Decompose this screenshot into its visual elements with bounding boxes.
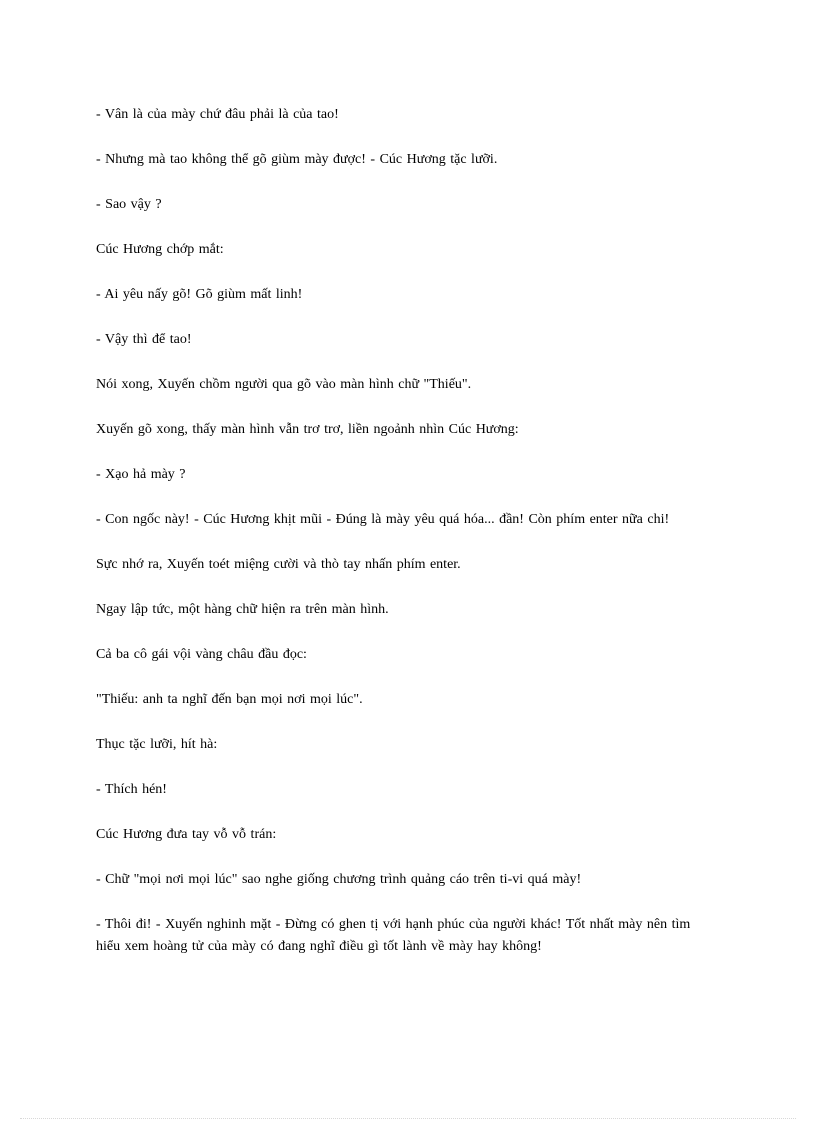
document-body bbox=[96, 104, 702, 981]
paragraph: - Sao vậy ? bbox=[96, 197, 162, 212]
paragraph: Cả ba cô gái vội vàng châu đầu đọc: bbox=[96, 647, 307, 662]
paragraph: Cúc Hương đưa tay vỗ vỗ trán: bbox=[96, 827, 277, 842]
paragraph: - Xạo hả mày ? bbox=[96, 467, 186, 482]
paragraph: - Ai yêu nấy gõ! Gõ giùm mất linh! bbox=[96, 287, 303, 302]
paragraph: "Thiếu: anh ta nghĩ đến bạn mọi nơi mọi lúc". bbox=[96, 692, 363, 707]
paragraph: - Con ngốc này! - Cúc Hương khịt mũi - Đúng là mày yêu quá hóa... đần! Còn phím enter nữa chi! bbox=[96, 512, 670, 527]
paragraph: - Vậy thì để tao! bbox=[96, 332, 192, 347]
paragraph: - Thích hén! bbox=[96, 782, 167, 797]
paragraph: Xuyến gõ xong, thấy màn hình vẫn trơ trơ, liền ngoảnh nhìn Cúc Hương: bbox=[96, 422, 519, 437]
paragraph: Thục tặc lưỡi, hít hà: bbox=[96, 737, 218, 752]
paragraph: Nói xong, Xuyến chồm người qua gõ vào màn hình chữ "Thiếu". bbox=[96, 377, 472, 392]
paragraph: - Vân là của mày chứ đâu phải là của tao! bbox=[96, 107, 339, 122]
paragraph: - Thôi đi! - Xuyến nghinh mặt - Đừng có ghen tị với hạnh phúc của người khác! Tốt nhất mày nên tìm hiểu xem hoàng tử của mày có đang nghĩ điều gì tốt lành về mày hay không! bbox=[96, 917, 691, 954]
page-bottom-divider bbox=[20, 1118, 796, 1119]
paragraph: Cúc Hương chớp mắt: bbox=[96, 242, 224, 257]
paragraph: - Nhưng mà tao không thể gõ giùm mày được! - Cúc Hương tặc lưỡi. bbox=[96, 152, 498, 167]
paragraph: Sực nhớ ra, Xuyến toét miệng cười và thò tay nhấn phím enter. bbox=[96, 557, 461, 572]
paragraph: - Chữ "mọi nơi mọi lúc" sao nghe giống chương trình quảng cáo trên ti-vi quá mày! bbox=[96, 872, 582, 887]
paragraph: Ngay lập tức, một hàng chữ hiện ra trên màn hình. bbox=[96, 602, 389, 617]
